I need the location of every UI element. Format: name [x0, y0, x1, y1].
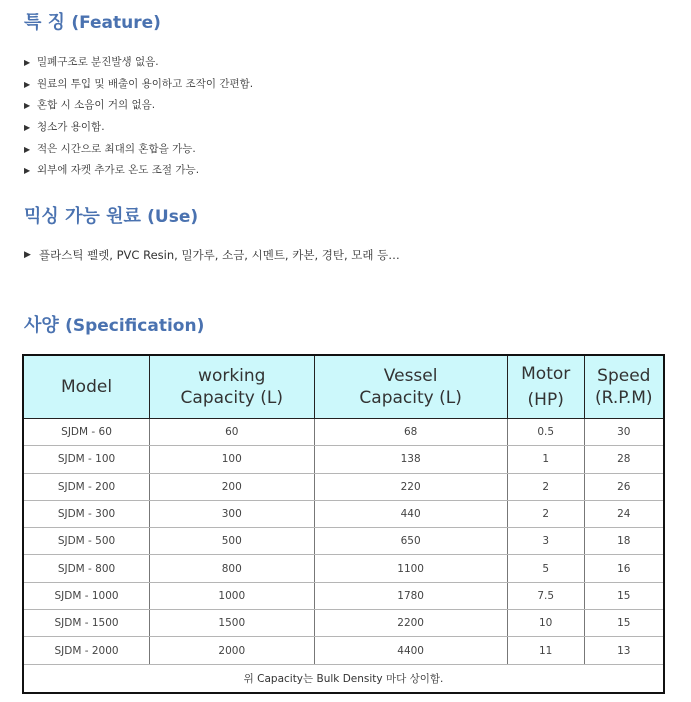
feature-item — [24, 52, 253, 74]
use-materials-line — [24, 247, 400, 263]
use-section-title — [24, 202, 198, 228]
cell-working-capacity: 200 — [150, 473, 314, 500]
cell-vessel-capacity: 138 — [314, 446, 507, 473]
arrow-bullet-icon: ▶ — [24, 123, 31, 133]
cell-working-capacity: 300 — [150, 500, 314, 527]
table-row — [23, 555, 664, 582]
header-speed: Speed (R.P.M) — [584, 355, 664, 419]
cell-speed-rpm: 15 — [584, 582, 664, 609]
table-row — [23, 500, 664, 527]
table-row — [23, 528, 664, 555]
spec-title-en: (Specification) — [65, 316, 205, 336]
cell-motor-hp: 11 — [507, 637, 584, 664]
feature-item-text: 원료의 투입 및 배출이 용이하고 조작이 간편함. — [37, 77, 254, 90]
arrow-bullet-icon: ▶ — [24, 79, 31, 89]
cell-model: SJDM - 500 — [23, 528, 150, 555]
cell-speed-rpm: 28 — [584, 446, 664, 473]
cell-working-capacity: 1500 — [150, 610, 314, 637]
cell-model: SJDM - 100 — [23, 446, 150, 473]
cell-working-capacity: 1000 — [150, 582, 314, 609]
cell-speed-rpm: 26 — [584, 473, 664, 500]
table-row — [23, 473, 664, 500]
capacity-note: 위 Capacity는 Bulk Density 마다 상이함. — [23, 664, 664, 693]
feature-section-title — [24, 8, 161, 34]
cell-working-capacity: 800 — [150, 555, 314, 582]
feature-item — [24, 74, 253, 96]
cell-motor-hp: 2 — [507, 473, 584, 500]
header-vessel-capacity: Vessel Capacity (L) — [314, 355, 507, 419]
table-row — [23, 446, 664, 473]
header-model: Model — [23, 355, 150, 419]
use-title-en: (Use) — [147, 207, 199, 227]
header-motor: Motor (HP) — [507, 355, 584, 419]
cell-vessel-capacity: 650 — [314, 528, 507, 555]
specification-table — [22, 354, 665, 694]
cell-motor-hp: 7.5 — [507, 582, 584, 609]
cell-motor-hp: 1 — [507, 446, 584, 473]
cell-vessel-capacity: 1780 — [314, 582, 507, 609]
arrow-bullet-icon: ▶ — [24, 250, 31, 260]
feature-item-text: 외부에 자켓 추가로 온도 조절 가능. — [37, 164, 200, 177]
cell-model: SJDM - 60 — [23, 419, 150, 446]
table-row — [23, 582, 664, 609]
arrow-bullet-icon: ▶ — [24, 58, 31, 67]
table-note-row — [23, 664, 664, 693]
spec-section-title — [24, 311, 204, 337]
cell-speed-rpm: 15 — [584, 610, 664, 637]
cell-speed-rpm: 18 — [584, 528, 664, 555]
feature-title-ko: 특 징 — [24, 12, 66, 33]
feature-list — [24, 52, 253, 182]
table-row — [23, 610, 664, 637]
feature-item — [24, 117, 253, 139]
feature-item — [24, 95, 253, 117]
cell-model: SJDM - 800 — [23, 555, 150, 582]
cell-motor-hp: 2 — [507, 500, 584, 527]
cell-working-capacity: 100 — [150, 446, 314, 473]
feature-item — [24, 139, 253, 161]
table-row — [23, 419, 664, 446]
cell-model: SJDM - 2000 — [23, 637, 150, 664]
cell-vessel-capacity: 440 — [314, 500, 507, 527]
arrow-bullet-icon: ▶ — [24, 166, 31, 176]
cell-speed-rpm: 16 — [584, 555, 664, 582]
cell-working-capacity: 60 — [150, 419, 314, 446]
cell-working-capacity: 2000 — [150, 637, 314, 664]
cell-vessel-capacity: 4400 — [314, 637, 507, 664]
cell-model: SJDM - 1500 — [23, 610, 150, 637]
cell-motor-hp: 3 — [507, 528, 584, 555]
cell-speed-rpm: 30 — [584, 419, 664, 446]
spec-title-ko: 사양 — [24, 315, 59, 336]
cell-model: SJDM - 200 — [23, 473, 150, 500]
cell-model: SJDM - 1000 — [23, 582, 150, 609]
use-title-ko: 믹싱 가능 원료 — [24, 206, 141, 227]
cell-speed-rpm: 13 — [584, 637, 664, 664]
cell-vessel-capacity: 68 — [314, 419, 507, 446]
cell-motor-hp: 0.5 — [507, 419, 584, 446]
feature-item-text: 적은 시간으로 최대의 혼합을 가능. — [37, 142, 196, 155]
cell-model: SJDM - 300 — [23, 500, 150, 527]
cell-vessel-capacity: 1100 — [314, 555, 507, 582]
feature-item — [24, 160, 253, 182]
cell-vessel-capacity: 2200 — [314, 610, 507, 637]
arrow-bullet-icon: ▶ — [24, 101, 31, 111]
feature-item-text: 혼합 시 소음이 거의 없음. — [37, 99, 156, 112]
arrow-bullet-icon: ▶ — [24, 144, 31, 154]
feature-title-en: (Feature) — [71, 13, 161, 33]
cell-working-capacity: 500 — [150, 528, 314, 555]
table-header-row — [23, 355, 664, 419]
table-row — [23, 637, 664, 664]
cell-speed-rpm: 24 — [584, 500, 664, 527]
feature-item-text: 밀폐구조로 분진발생 없음. — [37, 56, 159, 68]
header-working-capacity: working Capacity (L) — [150, 355, 314, 419]
cell-vessel-capacity: 220 — [314, 473, 507, 500]
feature-item-text: 청소가 용이함. — [37, 121, 105, 134]
cell-motor-hp: 10 — [507, 610, 584, 637]
cell-motor-hp: 5 — [507, 555, 584, 582]
use-materials-text: 플라스틱 펠렛, PVC Resin, 밀가루, 소금, 시멘트, 카본, 경탄, 모래 등… — [39, 248, 400, 262]
